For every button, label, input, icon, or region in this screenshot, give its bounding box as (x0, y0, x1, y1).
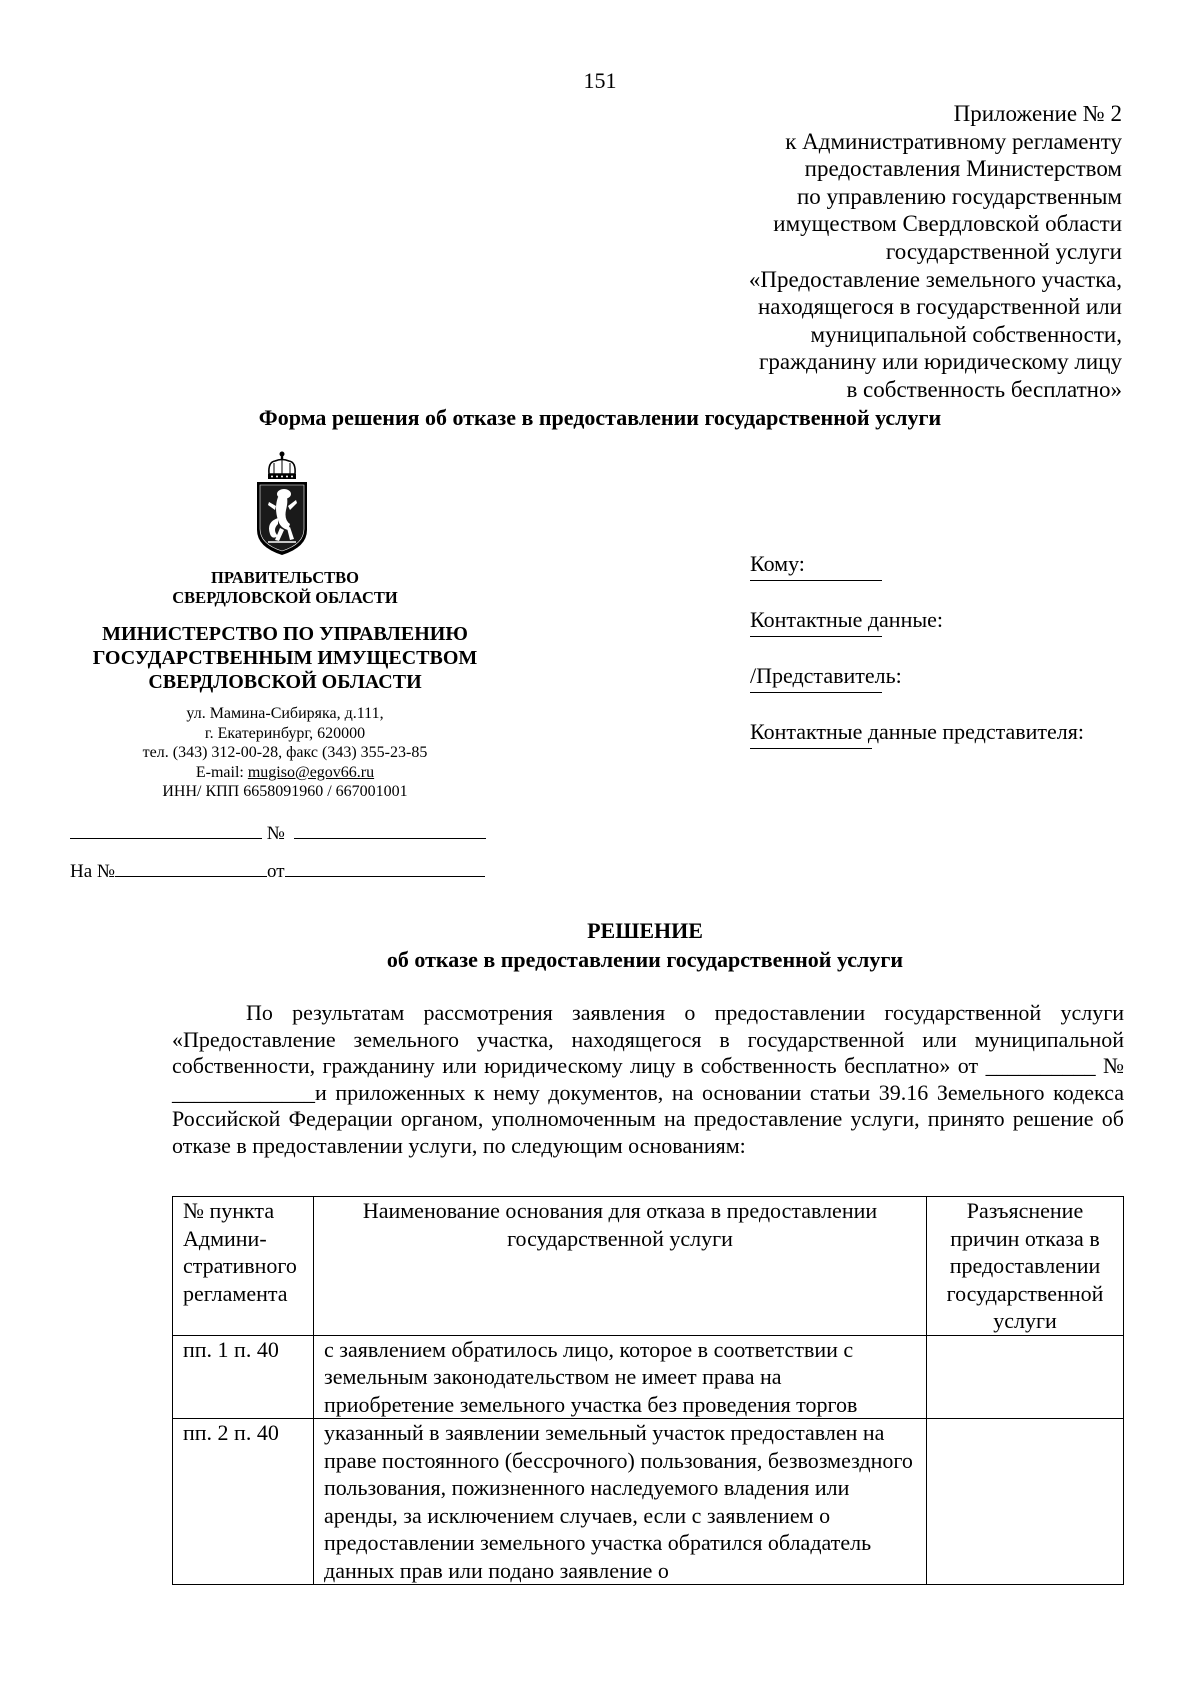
appendix-line: государственной услуги (885, 238, 1122, 264)
representative-rule (750, 692, 882, 693)
address-line: ул. Мамина-Сибиряка, д.111, (186, 705, 384, 722)
appendix-line: гражданину или юридическому лицу (759, 349, 1122, 375)
row-explanation (927, 1335, 1124, 1419)
row-item-number: пп. 1 п. 40 (173, 1335, 314, 1419)
application-number-blank: _____________ (172, 1079, 315, 1105)
recipient-contact-rule (750, 636, 882, 637)
appendix-line: по управлению государственным (797, 183, 1122, 209)
email-label: E-mail: (195, 763, 248, 781)
ministry-name (40, 622, 530, 694)
appendix-line: муниципальной собственности, (810, 321, 1122, 347)
phone-line: тел. (343) 312-00-28, факс (343) 355-23-85 (142, 744, 428, 762)
gov-line: ПРАВИТЕЛЬСТВО (211, 568, 359, 587)
reg-number-blank (294, 820, 486, 839)
appendix-line: в собственность бесплатно» (846, 376, 1122, 402)
recipient-block (750, 550, 1084, 774)
appendix-line: Приложение № 2 (953, 101, 1122, 126)
ref-date-blank (285, 858, 485, 877)
ref-number-blank (115, 858, 267, 877)
table-row (173, 1335, 1124, 1419)
rep-contact-label: Контактные данные представителя: (750, 719, 1084, 744)
crown-icon (268, 452, 296, 480)
header-explanation: Разъяснение причин отказа в предоставлении государственной услуги (927, 1197, 1124, 1336)
form-title: Форма решения об отказе в предоставлении государственной услуги (258, 405, 942, 430)
appendix-line: находящегося в государственной или (757, 294, 1122, 320)
recipient-contact-label: Контактные данные: (750, 607, 943, 632)
paragraph-end: и приложенных к нему документов, на основании статьи 39.16 Земельного кодекса Российской Федерации органом, уполномоченным на предоставление услуги, принято решение об отказе в предоставлении услуги, по следующим основаниям: (172, 1079, 1124, 1158)
refusal-reasons-table (172, 1196, 1124, 1585)
ministry-line: МИНИСТЕРСТВО ПО УПРАВЛЕНИЮ (102, 623, 468, 645)
ministry-line: ГОСУДАРСТВЕННЫМ ИМУЩЕСТВОМ (92, 647, 478, 669)
registration-line (70, 820, 486, 845)
row-item-number: пп. 2 п. 40 (173, 1419, 314, 1585)
ref-prefix: На № (70, 861, 116, 882)
gov-line: СВЕРДЛОВСКОЙ ОБЛАСТИ (172, 588, 398, 607)
row-explanation (927, 1419, 1124, 1585)
ministry-line: СВЕРДЛОВСКОЙ ОБЛАСТИ (148, 671, 422, 693)
recipient-to-rule (750, 580, 882, 581)
coat-of-arms-icon (254, 450, 310, 556)
ministry-contacts (40, 704, 530, 802)
appendix-line: имуществом Свердловской области (773, 211, 1122, 237)
representative-label: /Представитель: (750, 663, 902, 688)
address-line: г. Екатеринбург, 620000 (204, 724, 366, 742)
government-name (40, 568, 530, 608)
ref-from: от (267, 861, 285, 882)
email-link[interactable]: mugiso@egov66.ru (247, 763, 375, 781)
paragraph-start: По результатам рассмотрения заявления о предоставлении государственной услуги «Предоставление земельного участка, находящегося в государственной или муниципальной собственности, гражданину или юридическому лицу в собственность бесплатно» от (172, 1000, 1124, 1078)
decision-subheading: об отказе в предоставлении государственной услуги (386, 947, 904, 972)
appendix-note (749, 100, 1122, 404)
appendix-line: «Предоставление земельного участка, (748, 266, 1122, 292)
email-line (40, 763, 530, 783)
decision-body (172, 1000, 1124, 1159)
row-reason: указанный в заявлении земельный участок предоставлен на праве постоянного (бессрочного) пользования, безвозмездного пользования, пожизненного наследуемого владения или аренды, за исключением случаев, если с заявлением о предоставлении земельного участка обратился обладатель данных прав или подано заявление о (314, 1419, 927, 1585)
table-row (173, 1419, 1124, 1585)
reg-date-blank (70, 820, 262, 839)
reference-line (70, 858, 485, 883)
appendix-line: предоставления Министерством (804, 156, 1122, 182)
rep-contact-rule (750, 748, 872, 749)
application-date-blank: __________ (985, 1053, 1096, 1078)
row-reason: с заявлением обратилось лицо, которое в соответствии с земельным законодательством не имеет права на приобретение земельного участка без проведения торгов (314, 1335, 927, 1419)
appendix-line: к Административному регламенту (785, 128, 1122, 154)
header-item-number: № пункта Админи- стративного регламента (173, 1197, 314, 1336)
inn-line: ИНН/ КПП 6658091960 / 667001001 (162, 783, 408, 801)
recipient-to-label: Кому: (750, 551, 805, 576)
decision-heading: РЕШЕНИЕ (587, 918, 703, 943)
decision-paragraph (172, 1000, 1124, 1159)
paragraph-number-sign: № (1095, 1053, 1124, 1078)
table-header-row (173, 1197, 1124, 1336)
page-number: 151 (583, 68, 617, 93)
header-reason: Наименование основания для отказа в предоставлении государственной услуги (314, 1197, 927, 1336)
reg-number-sign: № (266, 823, 285, 844)
